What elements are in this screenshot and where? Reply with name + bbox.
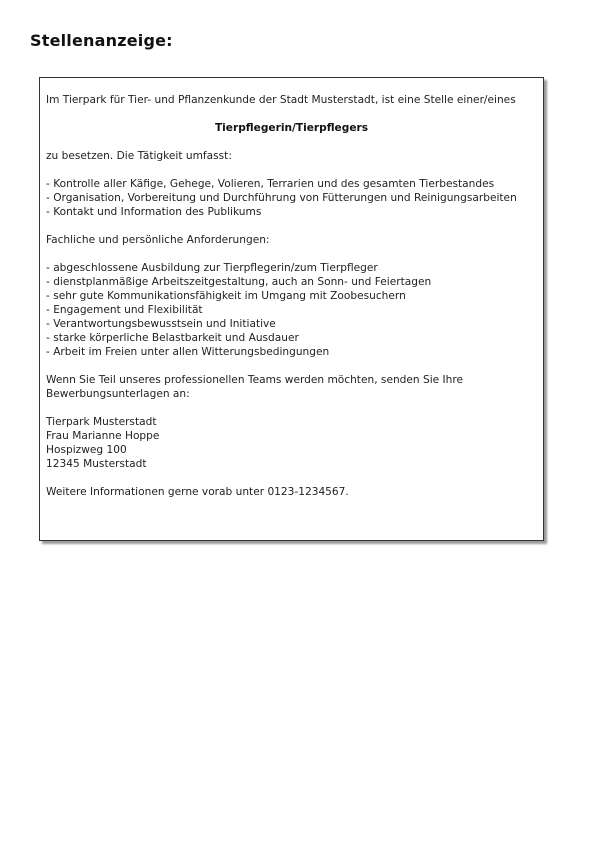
address-street: Hospizweg 100 xyxy=(46,444,127,456)
position-title: Tierpflegerin/Tierpflegers xyxy=(214,122,369,134)
job-ad-box xyxy=(39,77,544,541)
page-title: Stellenanzeige: xyxy=(30,31,173,50)
requirement-item: - dienstplanmäßige Arbeitszeitgestaltung, auch an Sonn- und Feiertagen xyxy=(46,276,432,288)
requirements-intro: Fachliche und persönliche Anforderungen: xyxy=(46,234,270,246)
tasks-list xyxy=(46,177,537,219)
closing-text: Weitere Informationen gerne vorab unter 0123-1234567. xyxy=(46,486,349,498)
requirement-item: - Engagement und Flexibilität xyxy=(46,304,203,316)
requirement-item: - Arbeit im Freien unter allen Witterungsbedingungen xyxy=(46,346,330,358)
task-item: - Kontrolle aller Käfige, Gehege, Volieren, Terrarien und des gesamten Tierbestandes xyxy=(46,178,495,190)
requirement-item: - Verantwortungsbewusstsein und Initiative xyxy=(46,318,276,330)
intro-text: Im Tierpark für Tier- und Pflanzenkunde der Stadt Musterstadt, ist eine Stelle einer/eines xyxy=(46,94,516,106)
tasks-intro: zu besetzen. Die Tätigkeit umfasst: xyxy=(46,150,232,162)
requirement-item: - sehr gute Kommunikationsfähigkeit im Umgang mit Zoobesuchern xyxy=(46,290,406,302)
address-organization: Tierpark Musterstadt xyxy=(46,416,157,428)
application-text: Wenn Sie Teil unseres professionellen Teams werden möchten, senden Sie Ihre Bewerbungsunterlagen an: xyxy=(46,374,464,400)
requirement-item: - starke körperliche Belastbarkeit und Ausdauer xyxy=(46,332,299,344)
requirements-list xyxy=(46,261,537,359)
task-item: - Organisation, Vorbereitung und Durchführung von Fütterungen und Reinigungsarbeiten xyxy=(46,192,517,204)
address-city: 12345 Musterstadt xyxy=(46,458,147,470)
address-contact-person: Frau Marianne Hoppe xyxy=(46,430,160,442)
contact-address xyxy=(46,415,537,471)
requirement-item: - abgeschlossene Ausbildung zur Tierpflegerin/zum Tierpfleger xyxy=(46,262,378,274)
task-item: - Kontakt und Information des Publikums xyxy=(46,206,262,218)
